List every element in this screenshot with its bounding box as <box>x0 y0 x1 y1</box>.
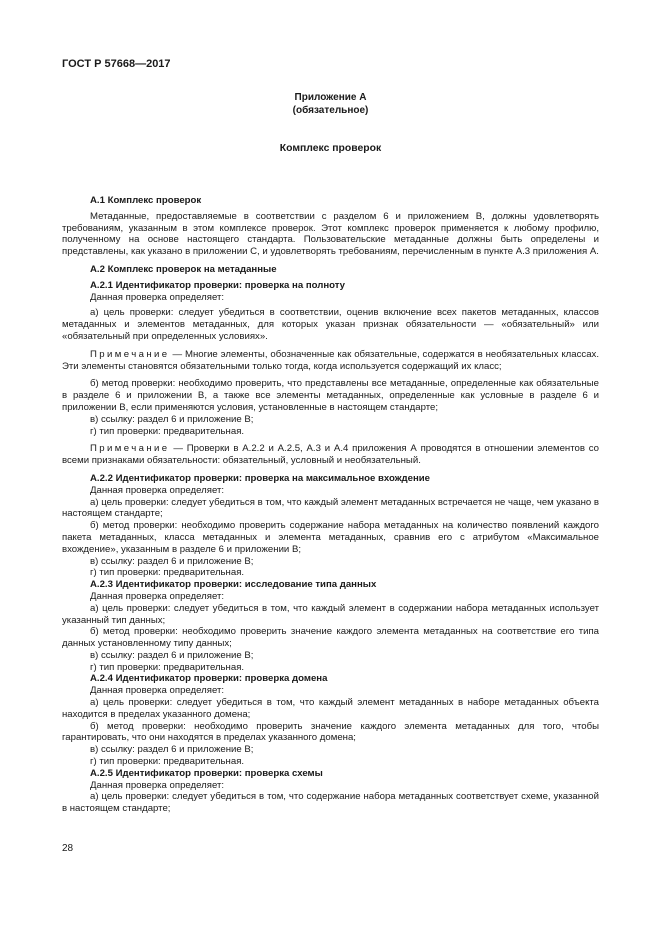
page-title: Комплекс проверок <box>279 143 382 154</box>
standard-number: ГОСТ Р 57668—2017 <box>62 58 171 70</box>
paragraph: Данная проверка определяет: <box>90 291 225 303</box>
section-a21-heading: А.2.1 Идентификатор проверки: проверка на полноту <box>90 279 346 291</box>
list-item: в) ссылку: раздел 6 и приложение В; <box>90 413 254 425</box>
list-item: в) ссылку: раздел 6 и приложение В; <box>90 649 254 661</box>
paragraph: Данная проверка определяет: <box>90 685 225 697</box>
list-item: а) цель проверки: следует убедиться в соответствии, оценив включение всех пакетов метаданных, классов метаданных и элементов метаданных, для которых указан признак обязательности — «обязательный» или «обязательный при определенных условиях». <box>62 307 599 342</box>
list-item: а) цель проверки: следует убедиться в том, что каждый элемент метаданных встречается не чаще, чем указано в настоящем стандарте; <box>62 496 599 520</box>
paragraph: Данная проверка определяет: <box>90 484 225 496</box>
section-a22-heading: А.2.2 Идентификатор проверки: проверка на максимальное вхождение <box>90 472 430 484</box>
list-item: в) ссылку: раздел 6 и приложение В; <box>90 744 254 756</box>
list-item: а) цель проверки: следует убедиться в том, что содержание набора метаданных соответствует схеме, указанной в настоящем стандарте; <box>62 791 599 815</box>
appendix-heading <box>0 92 661 117</box>
note <box>62 349 599 373</box>
note-label: Примечание <box>90 348 170 360</box>
list-item: г) тип проверки: предварительная. <box>90 661 245 673</box>
note-label: Примечание <box>90 443 170 455</box>
list-item: б) метод проверки: необходимо проверить значение каждого элемента метаданных на соответствие его типа данных установленному типу данных; <box>62 626 599 650</box>
list-item: б) метод проверки: необходимо проверить, что представлены все метаданные, определенные как обязательные в разделе 6 и приложении В, а также все элементы метаданных, определенные как условные в разделе 6 и приложении В, если применяются условия, установленные в настоящем стандарте; <box>62 378 599 413</box>
section-a25-heading: А.2.5 Идентификатор проверки: проверка схемы <box>90 767 323 779</box>
list-item: б) метод проверки: необходимо проверить значение каждого элемента метаданных для того, чтобы гарантировать, что они находятся в пределах указанного домена; <box>62 720 599 744</box>
section-a24-heading: А.2.4 Идентификатор проверки: проверка домена <box>90 673 328 685</box>
section-a2-heading: А.2 Комплекс проверок на метаданные <box>90 263 277 275</box>
note-text: — Многие элементы, обозначенные как обязательные, содержатся в необязательных классах. Эти элементы становятся обязательными только тогда, когда используется содержащий их класс; <box>62 348 599 372</box>
note <box>62 443 599 467</box>
paragraph: Данная проверка определяет: <box>90 779 225 791</box>
list-item: г) тип проверки: предварительная. <box>90 567 245 579</box>
paragraph: Метаданные, предоставляемые в соответствии с разделом 6 и приложением В, должны удовлетворять требованиям, указанным в этом комплексе проверок. Этот комплекс проверок применяется к любому профилю, полученному на основе настоящего стандарта. Пользовательские метаданные должны быть определены и представлены, как указано в приложении С, и удовлетворять требованиям, перечисленным в пункте А.3 приложения А. <box>62 210 599 258</box>
section-a23-heading: А.2.3 Идентификатор проверки: исследование типа данных <box>90 579 377 591</box>
list-item: а) цель проверки: следует убедиться в том, что каждый элемент в содержании набора метаданных использует указанный тип данных; <box>62 602 599 626</box>
section-a1-heading: А.1 Комплекс проверок <box>90 195 202 206</box>
note-text: — Проверки в А.2.2 и А.2.5, А.3 и А.4 приложения А проводятся в отношении элементов со всеми признаками обязательности: обязательный, условный и необязательный. <box>62 443 599 467</box>
appendix-status: (обязательное) <box>292 104 369 116</box>
list-item: г) тип проверки: предварительная. <box>90 425 245 437</box>
list-item: б) метод проверки: необходимо проверить содержание набора метаданных на количество появлений каждого пакета метаданных, класса метаданных и элемента метаданных, сравнив его с атрибутом «Максимальное вхождение», указанным в разделе 6 и приложении В; <box>62 520 599 555</box>
list-item: а) цель проверки: следует убедиться в том, что каждый элемент метаданных в наборе метаданных объекта находится в пределах указанного домена; <box>62 697 599 720</box>
appendix-title: Приложение А <box>294 92 367 103</box>
document-body <box>62 195 599 815</box>
list-item: г) тип проверки: предварительная. <box>90 756 245 768</box>
list-item: в) ссылку: раздел 6 и приложение В; <box>90 555 254 567</box>
page-number: 28 <box>62 843 74 854</box>
paragraph: Данная проверка определяет: <box>90 590 225 602</box>
